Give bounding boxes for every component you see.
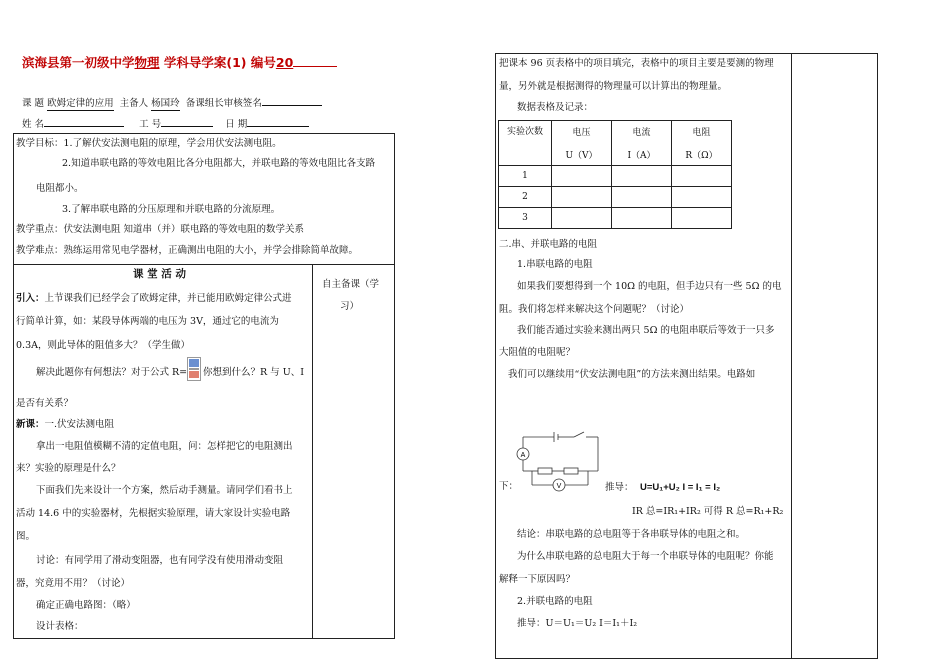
row-index: 1 [499,166,552,187]
formula-1: U=U₁+U₂ I = I₁ = I₂ [640,482,721,493]
cell-resistance[interactable] [672,166,732,187]
table-row [499,187,732,208]
intro-line-3: 0.3A，则此导体的阻值多大？（学生做） [16,340,190,351]
svg-text:A: A [520,452,526,459]
page-title: 滨海县第一初级中学物理 学科导学案(1) 编号20 [22,53,337,71]
conclusion: 结论：串联电路的总电阻等于各串联导体的电阻之和。 [517,529,746,540]
teaching-difficulty: 教学难点：熟练运用常见电学器材，正确测出电阻的大小，并学会排除简单故障。 [16,245,359,256]
activity-heading: 课 堂 活 动 [133,268,186,280]
question-line: 解决此题你有何想法？对于公式 R= [36,367,188,378]
header-resistance: 电阻 R（Ω） [672,121,732,166]
cell-resistance[interactable] [672,208,732,229]
paragraph-5: 设计表格： [36,621,84,632]
student-info-line: 姓 名 工 号 日 期 [22,116,309,131]
paragraph-2: 下面我们先来设计一个方案，然后动手测量。请同学们看书上 [36,485,293,496]
cell-resistance[interactable] [672,187,732,208]
section-2b-title: 2.并联电路的电阻 [517,596,593,607]
teaching-focus: 教学重点：伏安法测电阻 知道串（并）联电路的等效电阻的数学关系 [16,224,305,235]
deduce-label: 推导： [605,482,634,493]
table-row [499,208,732,229]
intro-line-2: 行简单计算，如：某段导体两端的电压为 3V，通过它的电流为 [16,316,279,327]
divider [13,264,394,265]
series-text-6: 下： [499,481,519,492]
objective-2: 2.知道串联电路的等效电阻比各分电阻都大，并联电路的等效电阻比各支路 [62,158,376,169]
paragraph-4: 确定正确电路图：（略） [36,600,136,611]
cell-current[interactable] [612,187,672,208]
cell-voltage[interactable] [552,187,612,208]
table-row [499,166,732,187]
paragraph-1-cont: 来？实验的原理是什么？ [16,463,121,474]
parallel-deduce: 推导：U＝U₁＝U₂ I＝I₁＋I₂ [517,618,638,629]
paragraph-3-cont: 器，究竟用不用？（讨论） [16,578,131,589]
question-line-cont: 你想到什么？R 与 U、I [203,367,304,378]
header-current: 电流 I（A） [612,121,672,166]
topic-line: 课 题 欧姆定律的应用 主备人 杨国玲 备课组长审核签名 [22,95,322,111]
table-caption: 数据表格及记录： [517,102,594,113]
question-why-cont: 解释一下原因吗？ [499,574,576,585]
preparer-value: 杨国玲 [151,98,180,109]
header-voltage: 电压 U（V） [552,121,612,166]
section-2-title: 二.串、并联电路的电阻 [499,239,598,250]
paragraph-2-end: 图。 [16,531,36,542]
header-trials: 实验次数 [499,121,552,166]
series-text-4: 大阻值的电阻呢？ [499,347,576,358]
date-field[interactable] [247,116,309,127]
fraction-icon [187,357,201,381]
table-header-row [499,121,732,166]
divider [791,53,792,658]
series-text-2: 阻。我们将怎样来解决这个问题呢？（讨论） [499,304,690,315]
objective-3: 3.了解串联电路的分压原理和并联电路的分流原理。 [62,204,281,215]
cell-current[interactable] [612,208,672,229]
leader-signature-field[interactable] [262,95,322,106]
name-field[interactable] [44,116,124,127]
row-index: 2 [499,187,552,208]
row-index: 3 [499,208,552,229]
job-number-field[interactable] [161,116,213,127]
new-lesson-line: 新课：一.伏安法测电阻 [16,419,115,430]
ammeter-icon [517,448,529,460]
paragraph-2-cont: 活动 14.6 中的实验器材，先根据实验原理，请大家设计实验电路 [16,508,291,519]
side-note: 自主备课（学 [322,279,380,290]
cell-voltage[interactable] [552,166,612,187]
svg-text:V: V [556,483,562,490]
objective-1: 教学目标：1.了解伏安法测电阻的原理，学会用伏安法测电阻。 [16,138,282,149]
side-note-cont: 习） [340,301,360,312]
series-circuit-diagram [516,425,606,495]
paragraph-1: 拿出一电阻值模糊不清的定值电阻，问：怎样把它的电阻测出 [36,441,293,452]
series-text-5: 我们可以继续用“伏安法测电阻”的方法来测出结果。电路如 [508,369,756,380]
formula-2: IR 总=IR₁+IR₂ 可得 R 总=R₁+R₂ [632,506,784,517]
data-table [498,120,732,229]
cell-voltage[interactable] [552,208,612,229]
divider [312,264,313,638]
question-line-end: 是否有关系？ [16,398,74,409]
formula-image [187,357,201,381]
right-line-1: 把课本 96 页表格中的项目填完，表格中的项目主要是要测的物理 [499,58,774,69]
series-text-3: 我们能否通过实验来测出两只 5Ω 的电阻串联后等效于一只多 [517,325,775,336]
series-text-1: 如果我们要想得到一个 10Ω 的电阻，但手边只有一些 5Ω 的电 [517,281,782,292]
intro-line-1: 引入：上节课我们已经学会了欧姆定律，并已能用欧姆定律公式进 [16,293,292,304]
right-line-2: 量，另外就是根据测得的物理量可以计算出的物理量。 [499,81,728,92]
cell-current[interactable] [612,166,672,187]
topic-value: 欧姆定律的应用 [47,98,114,109]
paragraph-3: 讨论：有同学用了滑动变阻器，也有同学没有使用滑动变阻 [36,555,284,566]
voltmeter-icon [553,479,565,491]
objective-2-cont: 电阻都小。 [36,183,84,194]
question-why: 为什么串联电路的总电阻大于每一个串联导体的电阻呢？你能 [517,551,774,562]
section-2a-title: 1.串联电路的电阻 [517,259,593,270]
